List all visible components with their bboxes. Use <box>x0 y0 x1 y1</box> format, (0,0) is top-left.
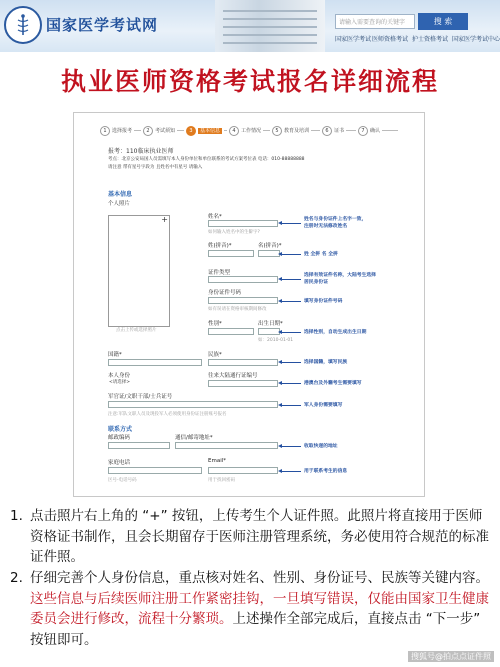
step-label: 基本信息 <box>200 128 221 134</box>
step-work[interactable] <box>227 126 263 136</box>
gender-label: 性别* <box>208 321 222 327</box>
travel-permit-label: 往来大陆通行证编号 <box>208 373 258 379</box>
registration-form-screenshot <box>73 112 425 497</box>
progress-steps <box>98 126 398 136</box>
email-hint: 用于找回密码 <box>208 478 235 483</box>
photo-caption: 点击上传或选择照片 <box>116 328 157 333</box>
name-label: 姓名* <box>208 214 222 220</box>
annotation-arrow <box>281 471 301 472</box>
annotation-arrow <box>281 383 301 384</box>
given-pinyin-input[interactable] <box>258 250 280 257</box>
instruction-number: 2. <box>10 570 23 586</box>
nationality-label: 国籍* <box>108 352 122 358</box>
step-number: 7 <box>358 126 368 136</box>
address-input[interactable] <box>175 442 278 449</box>
step-number: 1 <box>100 126 110 136</box>
gender-select[interactable] <box>208 328 254 335</box>
birth-date-input[interactable] <box>258 328 280 335</box>
form-notice: 请注意 带有星号字段为 且姓名中有星号 请输入 <box>108 165 203 170</box>
postcode-input[interactable] <box>108 442 170 449</box>
ethnicity-label: 民族* <box>208 352 222 358</box>
instruction-text-part: 仔细完善个人身份信息，重点核对姓名、性别、身份证号、民族等关键内容。 <box>30 570 489 586</box>
nav-item-nurse-exam[interactable]: 护士资格考试 <box>412 36 449 43</box>
step-number: 2 <box>143 126 153 136</box>
search-button[interactable]: 搜 索 <box>418 13 468 30</box>
id-number-label: 身份证件号码 <box>208 290 242 296</box>
upload-plus-button[interactable]: + <box>161 215 168 224</box>
birth-date-example: 如：2010-01-01 <box>258 338 294 343</box>
instruction-text <box>10 568 494 650</box>
home-phone-input[interactable] <box>108 467 202 474</box>
step-label: 工作情况 <box>241 128 262 134</box>
postcode-label: 邮政编码 <box>108 435 131 441</box>
instruction-item-1 <box>10 506 494 568</box>
annotation-arrow <box>281 279 301 280</box>
given-pinyin-label: 名(拼音)* <box>258 243 282 249</box>
email-input[interactable] <box>208 467 278 474</box>
name-input[interactable] <box>208 220 278 227</box>
instruction-warning-text: 这些信息与后续医师注册工作紧密挂钩，一旦填写错误，仅能由国家卫生健康委员会进行修改，流程十分繁琐。 <box>30 590 489 627</box>
military-id-input[interactable] <box>108 401 278 408</box>
building-banner-image <box>215 0 325 52</box>
step-label: 证书 <box>334 128 345 134</box>
site-name[interactable]: 国家医学考试网 <box>46 16 159 34</box>
ethnicity-select[interactable] <box>208 359 278 366</box>
annotation-gender: 选择性别，自动生成出生日期 <box>304 330 367 335</box>
instruction-number: 1. <box>10 508 23 524</box>
exam-type: 报考：110临床执业医师 <box>108 148 174 155</box>
annotation-contact: 用于联系考生的信息 <box>304 469 348 474</box>
id-hint: 如有误请在资格审核期间修改 <box>208 307 267 312</box>
step-number: 6 <box>322 126 332 136</box>
address-label: 通信/邮寄地址* <box>175 435 213 441</box>
surname-pinyin-label: 姓(拼音)* <box>208 243 232 249</box>
photo-label: 个人照片 <box>108 201 131 207</box>
site-header <box>0 0 500 52</box>
id-type-label: 证件类型 <box>208 270 231 276</box>
annotation-nationality: 选择国籍，填写民族 <box>304 360 348 365</box>
annotation-arrow <box>281 223 301 224</box>
annotation-arrow <box>281 405 301 406</box>
military-id-label: 军官证/文职干部/士兵证号 <box>108 394 173 400</box>
id-type-select[interactable] <box>208 276 278 283</box>
step-education[interactable] <box>270 126 311 136</box>
search-input[interactable]: 请输入需要查询的关键字 <box>335 14 415 29</box>
identity-select-value: <请选择> <box>109 380 131 385</box>
nav-item-exam-center[interactable]: 国家医学考试中心 <box>452 36 500 43</box>
annotation-name: 姓名与身份证件上名字一致， 注册时无法修改姓名 <box>304 217 367 229</box>
annotation-id-number: 填写身份证件号码 <box>304 299 343 304</box>
military-hint: 注意:军队文职人员及现役军人必须使用身份证注册账号报名 <box>108 412 227 417</box>
identity-label: 本人身份 <box>108 373 131 379</box>
step-label: 确认 <box>370 128 381 134</box>
step-number: 3 <box>186 126 196 136</box>
annotation-arrow <box>281 362 301 363</box>
nav-item-physician-exam[interactable]: 医师资格考试 <box>372 36 409 43</box>
annotation-address: 收取快递的地址 <box>304 444 338 449</box>
step-label: 考试须知 <box>155 128 176 134</box>
step-exam-notice[interactable] <box>141 126 177 136</box>
section-basic-info: 基本信息 <box>108 191 133 198</box>
identity-select[interactable] <box>108 380 202 387</box>
surname-pinyin-input[interactable] <box>208 250 254 257</box>
travel-permit-input[interactable] <box>208 380 278 387</box>
annotation-permit: 港澳台及外籍考生需要填写 <box>304 381 362 386</box>
caduceus-icon <box>12 13 34 37</box>
home-phone-hint: 区号-电话号码 <box>108 478 137 483</box>
step-label: 教育及培训 <box>284 128 310 134</box>
photo-upload-box[interactable] <box>108 215 170 327</box>
nav-item-medical-exam[interactable]: 国家医学考试 <box>335 36 372 43</box>
watermark: 搜狐号@拍点点证件照 <box>408 651 494 662</box>
annotation-arrow <box>281 332 301 333</box>
exam-site-info: 考点：北京公安局国人员需填写本人身份单位和单位联系的考试方案考位表 电话：010-88888888 <box>108 157 305 162</box>
instruction-text-part: 上述操作全部完成后，直接点击 “下一步” 按钮即可。 <box>30 611 481 648</box>
page-title: 执业医师资格考试报名详细流程 <box>60 67 439 96</box>
step-select-exam[interactable] <box>98 126 134 136</box>
step-label: 选择报考 <box>112 128 133 134</box>
step-basic-info[interactable] <box>184 126 224 136</box>
annotation-pinyin: 姓 全拼 名 全拼 <box>304 252 338 257</box>
instruction-text: 点击照片右上角的 “+” 按钮，上传考生个人证件照。此照片将直接用于医师资格证书制作，且会长期留存于医师注册管理系统，务必使用符合规范的标准证件照。 <box>30 508 489 565</box>
email-label: Email* <box>208 458 227 464</box>
step-certificate[interactable] <box>320 126 346 136</box>
section-contact: 联系方式 <box>108 426 133 433</box>
annotation-id-type: 选择有效证件名称，大陆考生选择 居民身份证 <box>304 273 376 285</box>
nationality-select[interactable] <box>108 359 202 366</box>
annotation-military: 军人身份需要填写 <box>304 403 343 408</box>
home-phone-label: 家庭电话 <box>108 460 131 466</box>
step-number: 4 <box>229 126 239 136</box>
step-confirm[interactable] <box>356 126 382 136</box>
name-hint-link[interactable]: 如何输入姓名中的生僻字? <box>208 230 260 235</box>
annotation-arrow <box>281 301 301 302</box>
id-number-input[interactable] <box>208 297 278 304</box>
instruction-item-2 <box>10 568 494 650</box>
annotation-arrow <box>281 446 301 447</box>
annotation-arrow <box>281 254 301 255</box>
step-number: 5 <box>272 126 282 136</box>
birth-date-label: 出生日期* <box>258 321 283 327</box>
site-logo[interactable] <box>4 6 42 44</box>
